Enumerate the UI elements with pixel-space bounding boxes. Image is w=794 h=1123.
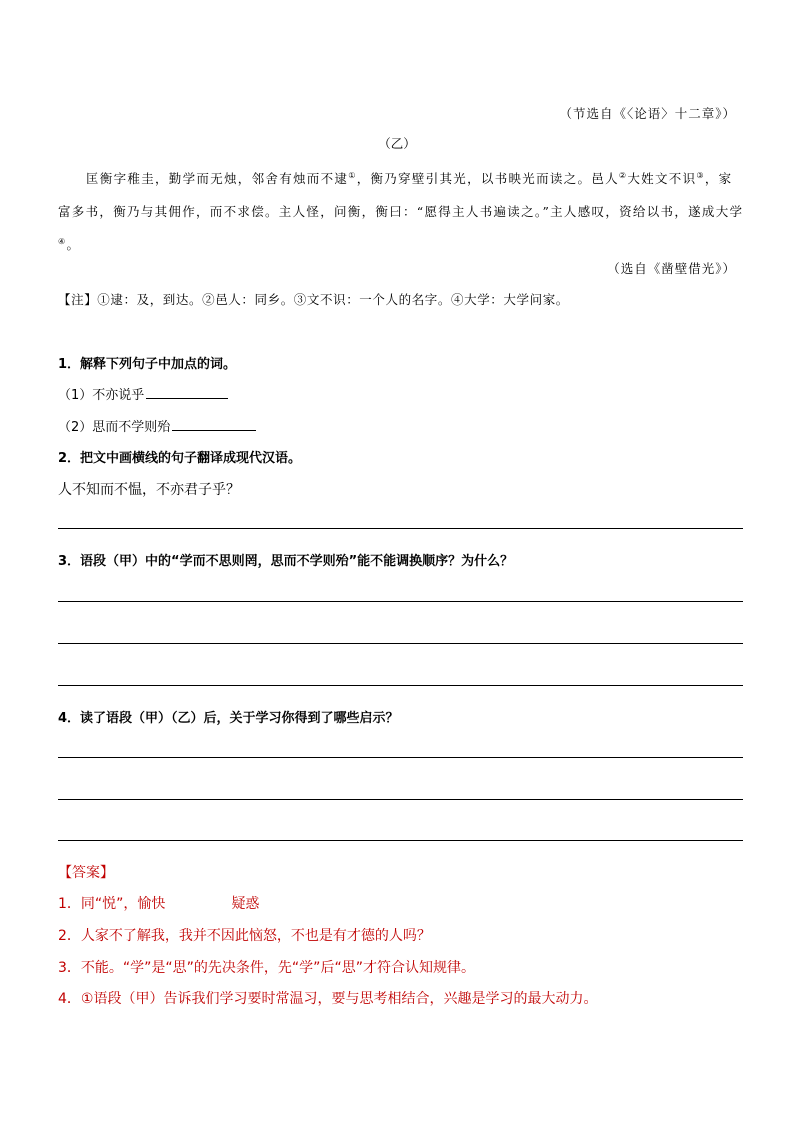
- answer-line-q4-3[interactable]: [58, 840, 743, 841]
- answer-line-q4-2[interactable]: [58, 799, 743, 800]
- answer-line-q2[interactable]: [58, 528, 743, 529]
- question-3-title: 3．语段（甲）中的“学而不思则罔，思而不学则殆”能不能调换顺序？为什么？: [58, 554, 514, 569]
- answer-3: [58, 957, 475, 977]
- passage-text-part2: ，衡乃穿壁引其光，以书映光而读之。邑人: [356, 171, 619, 186]
- answer-4: [58, 988, 597, 1008]
- answer-1-number: 1．: [58, 896, 81, 912]
- answer-2-number: 2．: [58, 928, 81, 944]
- answer-1: [58, 893, 259, 913]
- question-1-item-2: [58, 416, 256, 435]
- passage-text-part5: 。: [66, 237, 81, 252]
- answer-4-text: ①语段（甲）告诉我们学习要时常温习，要与思考相结合，兴趣是学习的最大动力。: [80, 991, 598, 1007]
- question-4-title: 4．读了语段（甲）（乙）后，关于学习你得到了哪些启示？: [58, 711, 399, 726]
- answer-line-q3-3[interactable]: [58, 685, 743, 686]
- note-ref-3: ③: [696, 170, 705, 180]
- answer-1-part-2: 疑惑: [231, 896, 260, 912]
- passage-yi-text: [58, 162, 744, 261]
- answer-3-text: 不能。“学”是“思”的先决条件，先“学”后“思”才符合认知规律。: [80, 960, 475, 976]
- passage-text-part4: ，家富多书，衡乃与其佣作，而不求偿。主人怪，问衡，衡曰：“愿得主人书遍读之。”主人感叹，资给以书，遂成大学: [58, 171, 744, 219]
- question-1-title: 1．解释下列句子中加点的词。: [58, 357, 237, 372]
- answer-blank-1[interactable]: [146, 385, 228, 399]
- answer-heading: 【答案】: [58, 865, 114, 881]
- note-ref-1: ①: [348, 170, 357, 180]
- answer-blank-2[interactable]: [172, 417, 256, 431]
- answer-2: [58, 925, 431, 945]
- source-citation-yi: （选自《凿壁借光》）: [607, 261, 736, 276]
- answer-4-number: 4．: [58, 991, 81, 1007]
- question-1-item-1-text: （1）不亦说乎: [58, 388, 145, 403]
- passage-subtitle-yi: （乙）: [378, 136, 416, 151]
- answer-2-text: 人家不了解我，我并不因此恼怒，不也是有才德的人吗？: [80, 928, 431, 944]
- note-ref-4: ④: [58, 236, 67, 246]
- source-citation-jia: （节选自《〈论语〉十二章》）: [559, 106, 736, 121]
- note-ref-2: ②: [618, 170, 628, 180]
- answer-3-number: 3．: [58, 960, 81, 976]
- passage-text-part3: 大姓文不识: [627, 171, 697, 186]
- answer-line-q4-1[interactable]: [58, 757, 743, 758]
- question-1-item-2-text: （2）思而不学则殆: [58, 420, 171, 435]
- answer-1-part-1: 同“悦”，愉快: [80, 896, 166, 912]
- footnotes: 【注】①逮：及，到达。②邑人：同乡。③文不识：一个人的名字。④大学：大学问家。: [58, 292, 569, 307]
- question-2-sentence: 人不知而不愠，不亦君子乎？: [58, 482, 240, 498]
- passage-text-part1: 匡衡字稚圭，勤学而无烛，邻舍有烛而不逮: [86, 171, 349, 186]
- question-2-title: 2．把文中画横线的句子翻译成现代汉语。: [58, 451, 302, 466]
- question-1-item-1: [58, 384, 228, 403]
- answer-line-q3-1[interactable]: [58, 601, 743, 602]
- answer-line-q3-2[interactable]: [58, 643, 743, 644]
